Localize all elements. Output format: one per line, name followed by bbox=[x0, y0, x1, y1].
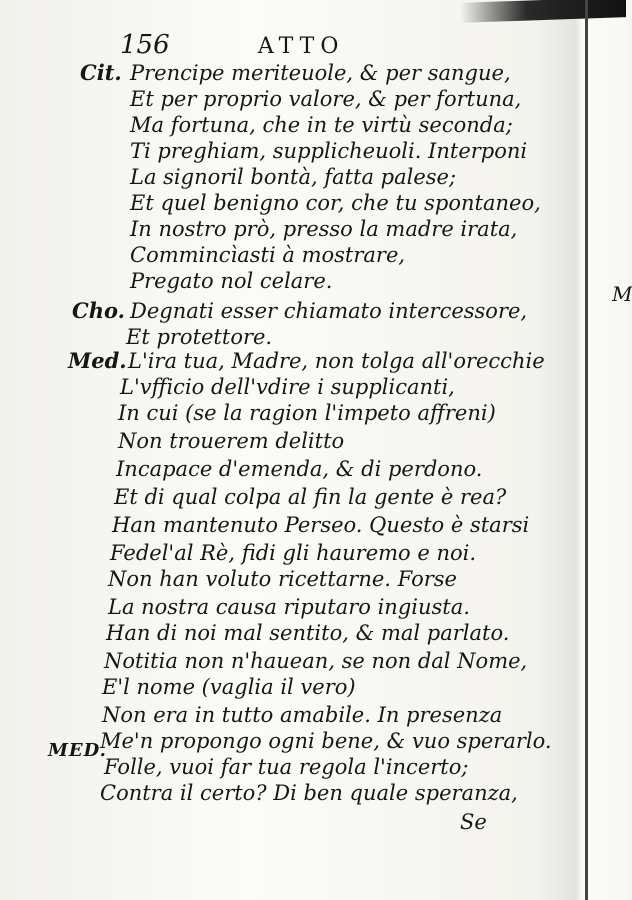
verse-line: Commincìasti à mostrare, bbox=[130, 243, 406, 267]
speaker-label: Med. bbox=[68, 348, 127, 373]
verse-line: Et protettore. bbox=[126, 325, 273, 349]
page-edge-shadow bbox=[460, 0, 626, 23]
verse-line: La signoril bontà, fatta palese; bbox=[130, 165, 457, 189]
verse-line: Non era in tutto amabile. In presenza bbox=[102, 703, 503, 727]
verse-line: Notitia non n'hauean, se non dal Nome, bbox=[104, 649, 528, 673]
verse-line: L'ira tua, Madre, non tolga all'orecchie bbox=[128, 349, 545, 373]
verse-line: Folle, vuoi far tua regola l'incerto; bbox=[104, 755, 469, 779]
page-gutter bbox=[585, 0, 588, 900]
running-head: ATTO bbox=[257, 34, 345, 59]
catchword: Se bbox=[460, 810, 487, 834]
adjacent-page-letter: M bbox=[612, 282, 632, 306]
verse-line: Incapace d'emenda, & di perdono. bbox=[116, 457, 483, 481]
verse-line: Non trouerem delitto bbox=[118, 429, 345, 453]
speaker-label: Cit. bbox=[80, 60, 122, 85]
verse-line: Et quel benigno cor, che tu spontaneo, bbox=[130, 191, 541, 215]
verse-line: Ti preghiam, supplicheuoli. Interponi bbox=[130, 139, 528, 163]
verse-line: La nostra causa riputaro ingiusta. bbox=[108, 595, 470, 619]
verse-line: Degnati esser chiamato intercessore, bbox=[130, 299, 528, 323]
page-number: 156 bbox=[120, 30, 170, 60]
verse-line: Ma fortuna, che in te virtù seconda; bbox=[130, 113, 513, 137]
verse-line: In nostro prò, presso la madre irata, bbox=[130, 217, 518, 241]
verse-line: Han mantenuto Perseo. Questo è starsi bbox=[112, 513, 530, 537]
verse-line: Pregato nol celare. bbox=[130, 269, 333, 293]
verse-line: Et di qual colpa al fin la gente è rea? bbox=[114, 485, 507, 509]
verse-line: Contra il certo? Di ben quale speranza, bbox=[100, 781, 518, 805]
verse-line: Me'n propongo ogni bene, & vuo sperarlo. bbox=[100, 729, 552, 753]
page-header bbox=[120, 30, 344, 60]
verse-line: Han di noi mal sentito, & mal parlato. bbox=[106, 621, 510, 645]
verse-line: E'l nome (vaglia il vero) bbox=[102, 675, 356, 699]
verse-line: Prencipe meriteuole, & per sangue, bbox=[130, 61, 511, 85]
speaker-label: Cho. bbox=[72, 298, 125, 323]
verse-line: Fedel'al Rè, fidi gli hauremo e noi. bbox=[110, 541, 477, 565]
speaker-label: MED. bbox=[48, 740, 107, 761]
verse-line: Et per proprio valore, & per fortuna, bbox=[130, 87, 522, 111]
verse-line: In cui (se la ragion l'impeto affreni) bbox=[118, 401, 496, 425]
verse-line: L'vfficio dell'vdire i supplicanti, bbox=[120, 375, 455, 399]
verse-line: Non han voluto ricettarne. Forse bbox=[108, 567, 457, 591]
